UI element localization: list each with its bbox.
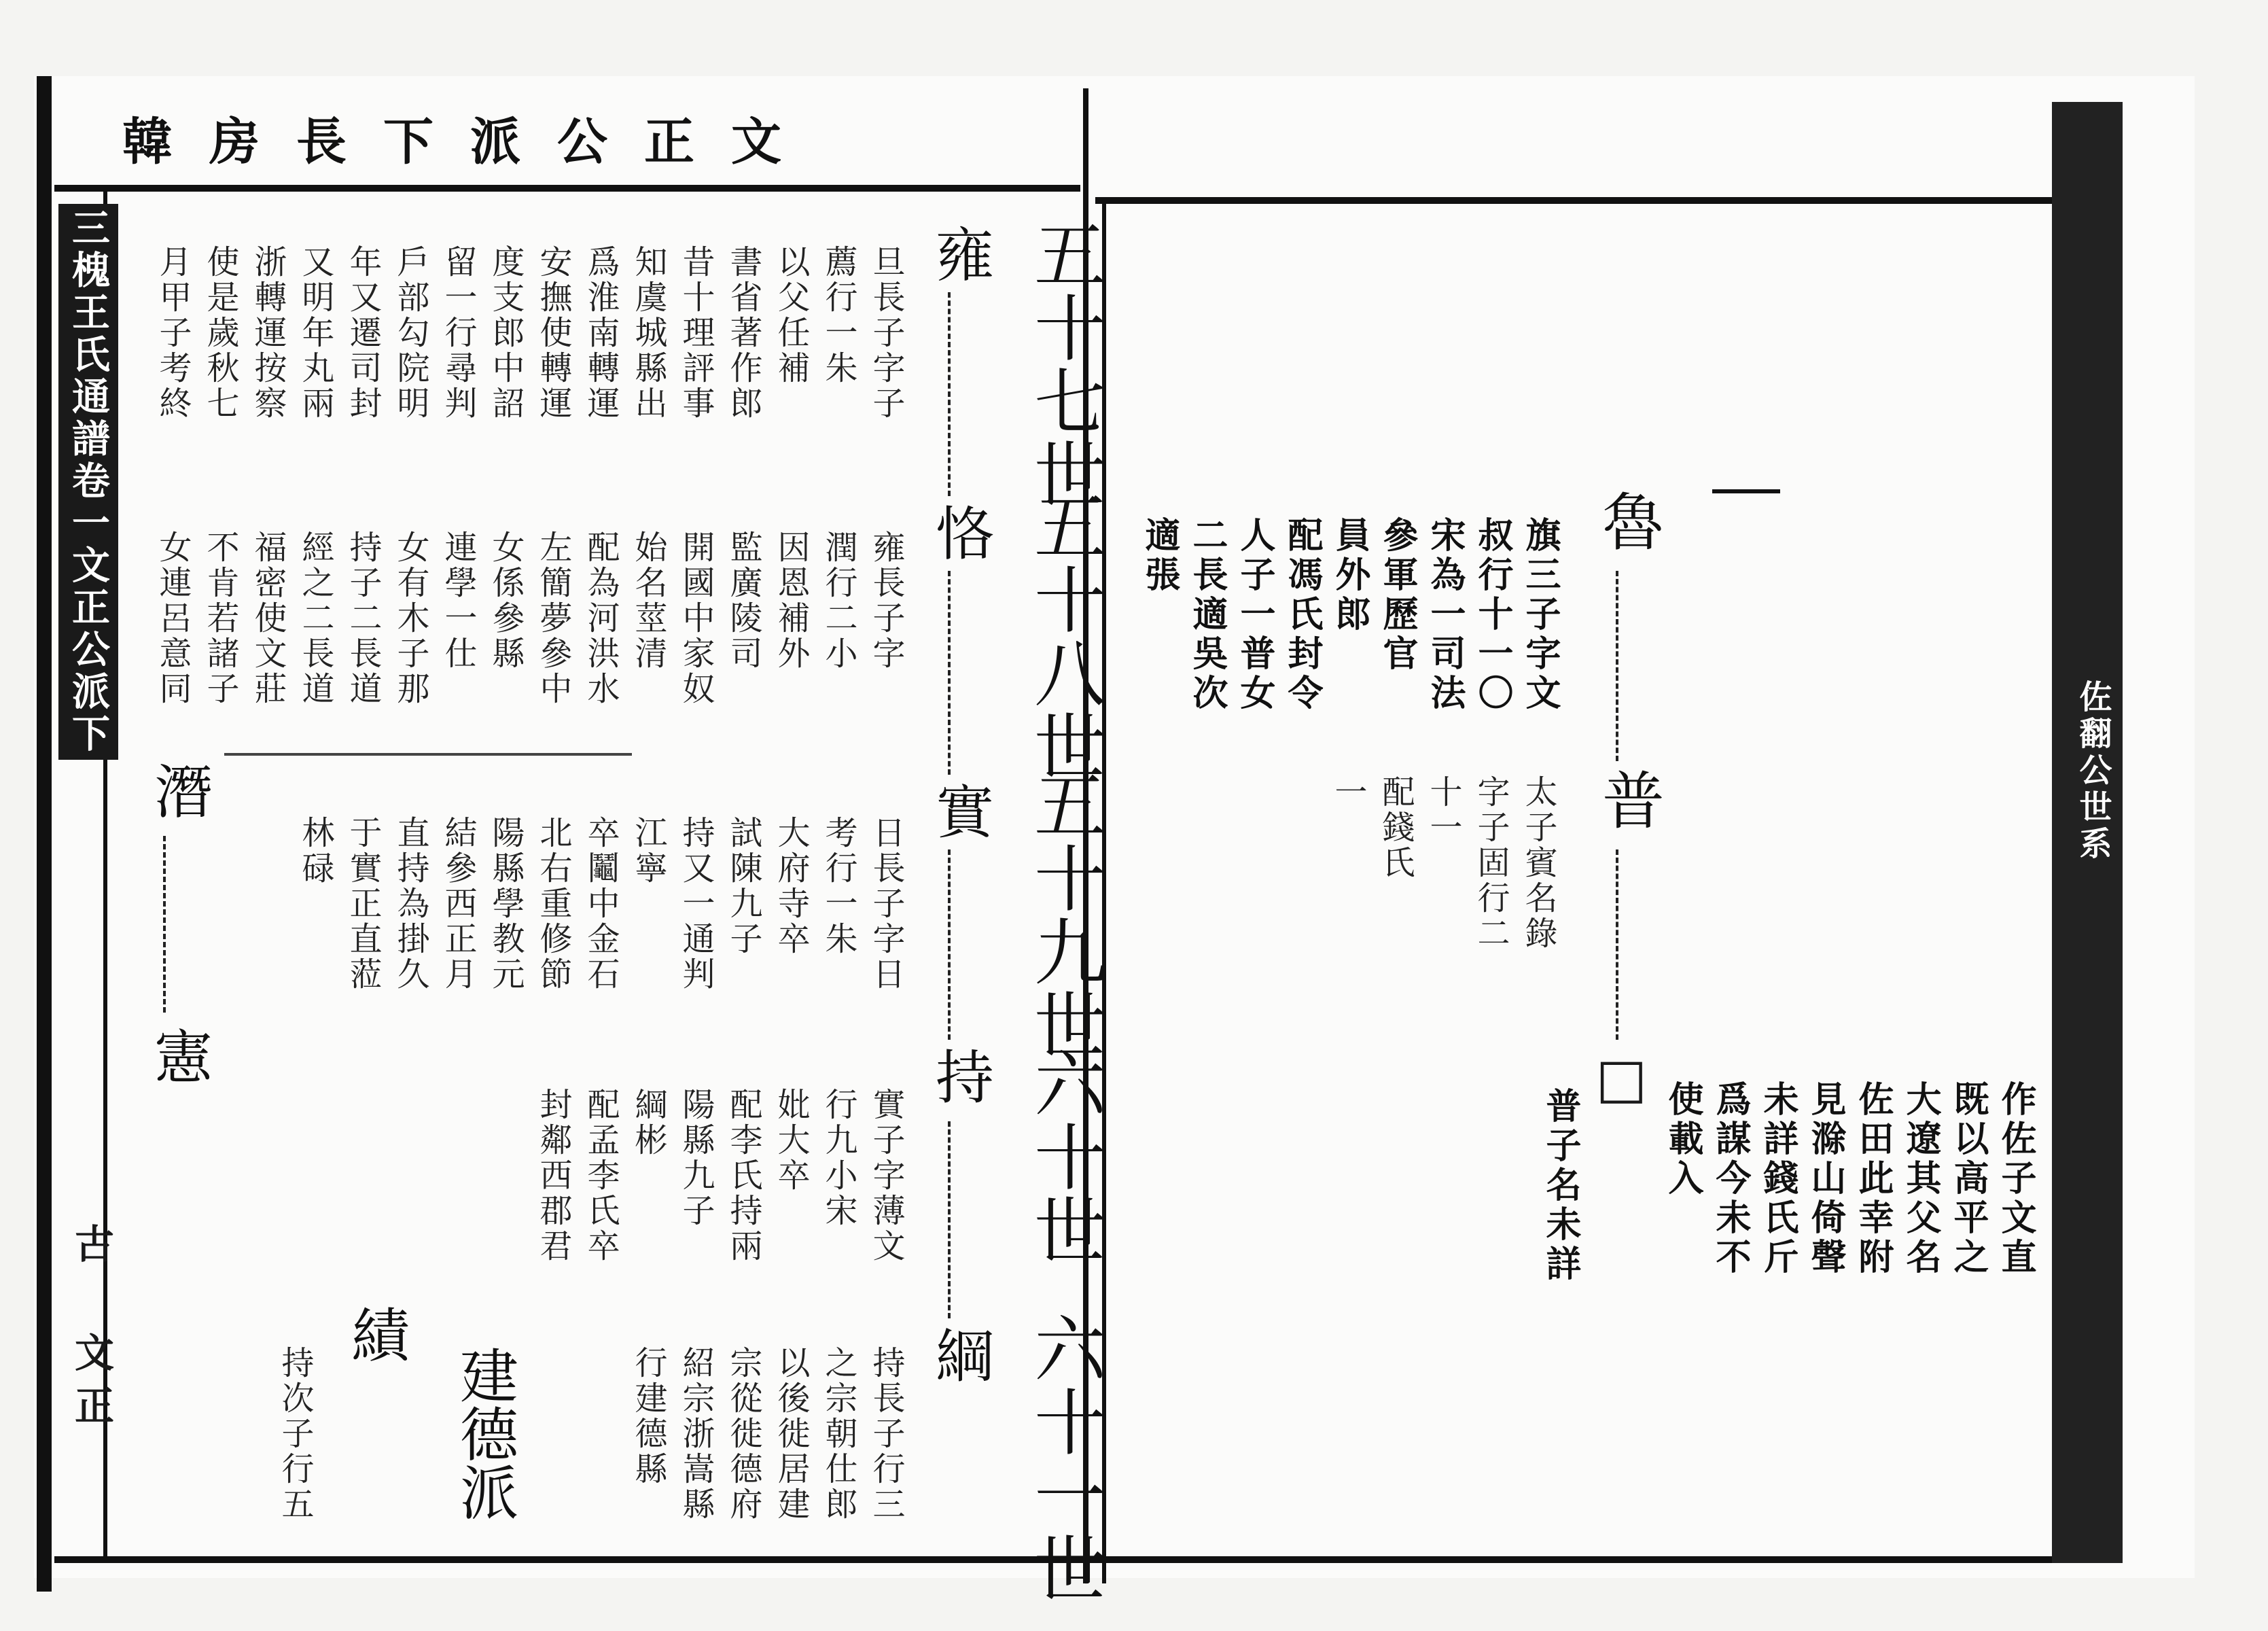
note-line: 行建德縣 bbox=[629, 1346, 667, 1487]
note-line: 留一行尋判 bbox=[439, 245, 477, 421]
generation-58: 五十八世 bbox=[1023, 489, 1106, 783]
note-line: 開國中家奴 bbox=[677, 530, 715, 707]
note-line: 員外郎 bbox=[1329, 516, 1370, 635]
note-line: 宋為一司法 bbox=[1424, 516, 1466, 714]
note-line: 卒鬮中金石 bbox=[582, 816, 620, 992]
note-line: 二長適吳次 bbox=[1186, 516, 1228, 714]
note-line: 大遼其父名 bbox=[1900, 1081, 1941, 1278]
note-line: 既以高平之 bbox=[1947, 1081, 1989, 1278]
note-line: 使是歲秋七 bbox=[201, 245, 239, 421]
lineage-line-1 bbox=[948, 292, 951, 496]
note-line: 以父任補 bbox=[772, 245, 810, 386]
note-line: 女有木子那 bbox=[391, 530, 429, 707]
note-line: 浙轉運按察 bbox=[249, 245, 287, 421]
note-line: 又明年丸兩 bbox=[296, 245, 334, 421]
left-top-rule bbox=[54, 185, 1080, 192]
note-line: 以後徙居建 bbox=[772, 1346, 810, 1522]
note-line: 見滁山倚聲 bbox=[1805, 1081, 1846, 1278]
note-line: 陽縣學教元 bbox=[486, 816, 525, 992]
note-line: 佐田此幸附 bbox=[1852, 1081, 1894, 1278]
spine-title: 三槐王氏通譜卷一文正公派下 bbox=[58, 204, 118, 760]
name-xian: 憲 bbox=[144, 1026, 212, 1085]
note-line: 爲謀今未不 bbox=[1709, 1081, 1751, 1278]
spine-bottom-label: 文正 bbox=[68, 1332, 114, 1438]
name-ji: 績 bbox=[341, 1305, 409, 1363]
note-line: 書省著作郎 bbox=[724, 245, 762, 421]
left-outer-border bbox=[37, 76, 52, 1592]
page-header: 文正公派下長房韓 bbox=[122, 113, 818, 171]
note-line: 始名莖清 bbox=[629, 530, 667, 671]
note-line: 旦長子字子 bbox=[867, 245, 905, 421]
note-line: 監廣陵司 bbox=[724, 530, 762, 671]
name-lu: 魯 bbox=[1592, 489, 1665, 552]
right-edge-label: 佐翻公世系 bbox=[2074, 680, 2112, 863]
main-name-yong: 雍 bbox=[925, 224, 993, 283]
note-line: 昔十理評事 bbox=[677, 245, 715, 421]
note-line: 人子一普女 bbox=[1234, 516, 1275, 714]
note-line: 連學一仕 bbox=[439, 530, 477, 671]
main-name-ke: 恪 bbox=[925, 503, 993, 561]
note-line: 林碌 bbox=[296, 816, 334, 886]
note-line: 左簡夢參中 bbox=[534, 530, 572, 707]
note-line: 之宗朝仕郎 bbox=[819, 1346, 857, 1522]
note-line: 太子賓名錄 bbox=[1519, 775, 1557, 951]
note-line: 配錢氏 bbox=[1377, 775, 1415, 881]
main-name-gang: 綱 bbox=[925, 1325, 993, 1384]
note-line: 女連呂意同 bbox=[154, 530, 192, 707]
note-line: 配李氏持兩 bbox=[724, 1087, 762, 1264]
note-line: 年又遷司封 bbox=[344, 245, 382, 421]
note-line: 使載入 bbox=[1662, 1081, 1703, 1199]
main-name-shi: 實 bbox=[925, 782, 993, 840]
note-line: 未詳錢氏斤 bbox=[1757, 1081, 1799, 1278]
note-line: 因恩補外 bbox=[772, 530, 810, 671]
lineage-line-3 bbox=[948, 849, 951, 1040]
note-line: 配為河洪水 bbox=[582, 530, 620, 707]
note-line: 度支郎中詔 bbox=[486, 245, 525, 421]
note-line: 戶部勾院明 bbox=[391, 245, 429, 421]
generation-57: 五十七世 bbox=[1023, 217, 1106, 511]
note-line: 作佐子文直 bbox=[1995, 1081, 2036, 1278]
spine-page-number: 古 bbox=[68, 1223, 114, 1263]
note-line: 知虞城縣出 bbox=[629, 245, 667, 421]
generation-59: 五十九世 bbox=[1023, 768, 1106, 1062]
note-line: 字子固行二 bbox=[1472, 775, 1510, 951]
note-line: 叔行十一〇 bbox=[1472, 516, 1513, 714]
note-line: 月甲子考終 bbox=[154, 245, 192, 421]
note-line: 陽縣九子 bbox=[677, 1087, 715, 1229]
note-line: 一 bbox=[1329, 775, 1367, 810]
note-line: 行九小宋 bbox=[819, 1087, 857, 1229]
lineage-line-4 bbox=[948, 1121, 951, 1318]
note-line: 配孟李氏卒 bbox=[582, 1087, 620, 1264]
note-line: 女係參縣 bbox=[486, 530, 525, 671]
lineage-line-2 bbox=[948, 571, 951, 775]
generation-61: 六十一世 bbox=[1023, 1312, 1106, 1605]
main-name-chi: 持 bbox=[925, 1047, 993, 1105]
row-divider bbox=[224, 753, 632, 756]
note-line: 綱彬 bbox=[629, 1087, 667, 1158]
name-qian: 潛 bbox=[144, 761, 212, 820]
note-line: 實子字薄文 bbox=[867, 1087, 905, 1264]
tick-mark bbox=[1712, 489, 1780, 493]
note-line: 妣大卒 bbox=[772, 1087, 810, 1193]
note-line: 直持為掛久 bbox=[391, 816, 429, 992]
note-line: 旗三子字文 bbox=[1519, 516, 1561, 714]
box-placeholder: □ bbox=[1590, 1047, 1653, 1110]
note-line: 配馮氏封令 bbox=[1281, 516, 1323, 714]
note-line: 考行一朱 bbox=[819, 816, 857, 957]
note-line: 十一 bbox=[1424, 775, 1462, 845]
lineage-line-pu bbox=[1616, 849, 1618, 1040]
note-line: 封鄰西郡君 bbox=[534, 1087, 572, 1264]
note-line: 持長子行三 bbox=[867, 1346, 905, 1522]
note-line: 安撫使轉運 bbox=[534, 245, 572, 421]
note-line: 爲淮南轉運 bbox=[582, 245, 620, 421]
lineage-line-qian bbox=[163, 836, 166, 1013]
note-line: 紹宗浙嵩縣 bbox=[677, 1346, 715, 1522]
note-line: 參軍歷官 bbox=[1377, 516, 1418, 674]
note-line: 雍長子字 bbox=[867, 530, 905, 671]
note-line: 結參西正月 bbox=[439, 816, 477, 992]
note-line: 適張 bbox=[1139, 516, 1180, 595]
note-line: 經之二長道 bbox=[296, 530, 334, 707]
note-line: 日長子字日 bbox=[867, 816, 905, 992]
note-line: 北右重修節 bbox=[534, 816, 572, 992]
note-line: 持又一通判 bbox=[677, 816, 715, 992]
note-line: 宗從徙德府 bbox=[724, 1346, 762, 1522]
note-line: 于實正直蒞 bbox=[344, 816, 382, 992]
generation-60: 六十世 bbox=[1023, 1047, 1106, 1267]
ji-note: 持次子行五 bbox=[276, 1346, 314, 1522]
note-line: 薦行一朱 bbox=[819, 245, 857, 386]
note-line: 持子二長道 bbox=[344, 530, 382, 707]
note-line: 不肯若諸子 bbox=[201, 530, 239, 707]
note-line: 福密使文莊 bbox=[249, 530, 287, 707]
pu-son-note: 普子名未詳 bbox=[1540, 1087, 1581, 1284]
note-line: 大府寺卒 bbox=[772, 816, 810, 957]
right-top-rule bbox=[1095, 197, 2060, 204]
name-jian-de-branch: 建德派 bbox=[450, 1346, 518, 1521]
name-pu: 普 bbox=[1592, 768, 1665, 830]
note-line: 潤行二小 bbox=[819, 530, 857, 671]
note-line: 江寧 bbox=[629, 816, 667, 886]
lineage-line-lu bbox=[1616, 571, 1618, 761]
note-line: 試陳九子 bbox=[724, 816, 762, 957]
